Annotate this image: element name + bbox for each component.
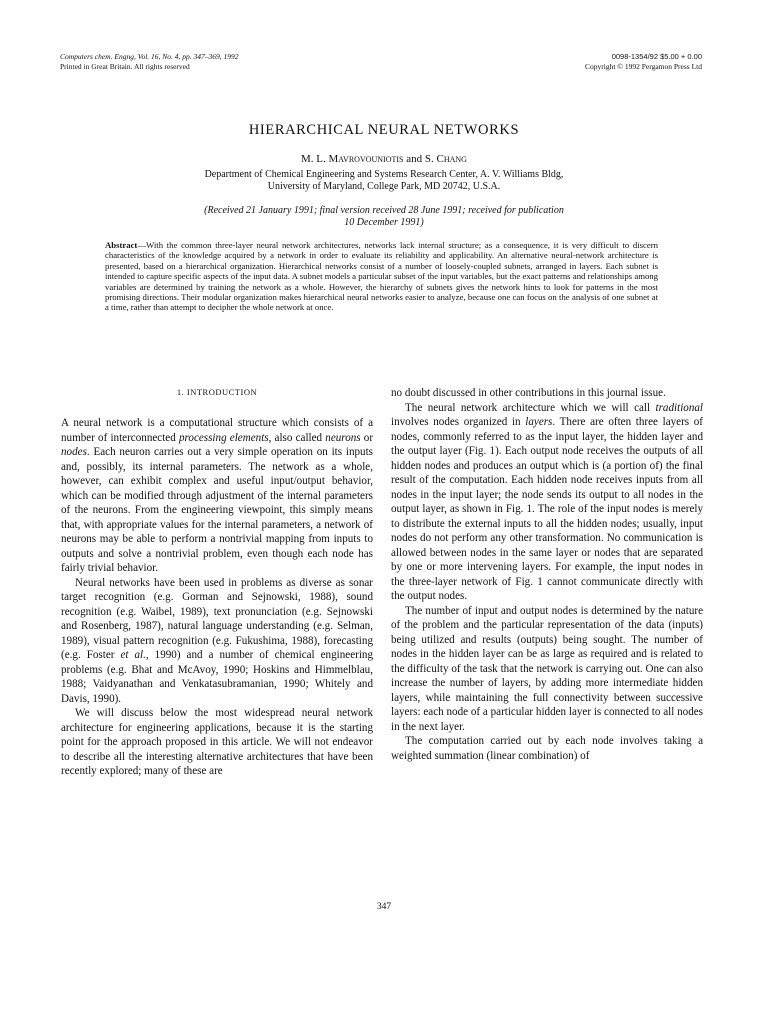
journal-citation: Computers chem. Engng, Vol. 16, No. 4, pp. 347–369, 1992 xyxy=(60,52,239,61)
text-run: , 1990) and a number of chemical engineering problems (e.g. Bhat and McAvoy, 1990; Hoskins and Himmelblau, 1988; Vaidyanathan and Venkatasubramanian, 1990; Whitely and Davis, 1990). xyxy=(61,649,374,705)
printed-notice: Printed in Great Britain. All rights reserved xyxy=(60,62,190,71)
author-line xyxy=(0,153,768,165)
left-column xyxy=(61,386,373,779)
issn-price-code: 0098-1354/92 $5.00 + 0.00 xyxy=(611,52,702,61)
italic-term: nodes xyxy=(61,446,87,458)
text-run: The neural network architecture which we will call xyxy=(405,401,656,414)
italic-term: processing elements xyxy=(178,431,269,444)
abstract xyxy=(105,240,658,313)
text-run: involves nodes organized in xyxy=(391,416,526,428)
author-1-initials: M. L. xyxy=(301,153,326,165)
copyright-notice: Copyright © 1992 Pergamon Press Ltd xyxy=(584,62,702,71)
author-2-surname: Chang xyxy=(436,153,467,165)
affiliation-line-1: Department of Chemical Engineering and Systems Research Center, A. V. Williams Bldg, xyxy=(204,169,564,180)
right-column xyxy=(391,386,703,763)
received-dates xyxy=(0,205,768,229)
text-run: , also called xyxy=(268,431,326,444)
italic-term: layers xyxy=(525,416,553,428)
paragraph: We will discuss below the most widespread neural network architecture for engineering applications, because it is the starting point for the approach proposed in this article. We will not endeavor to describe all the interesting alternative architectures that have been recently explored; many of these are xyxy=(61,707,373,777)
abstract-text: —With the common three-layer neural network architectures, networks lack internal structure; as a consequence, it is very difficult to discern characteristics of the knowledge acquired by a network in order to evaluate its reliability and applicability. An alternative neural-network architecture is presented, based on a hierarchical organization. Hierarchical networks consist of a number of loosely-coupled subnets, arranged in layers. Each subnet is intended to capture specific aspects of the input data. A subnet models a particular subset of the input variables, but the exact patterns and relationships among variables are determined by training the network as a whole. However, the hierarchy of subnets gives the network hints to look for patterns in the most promising directions. Their modular organization makes hierarchical neural networks easier to analyze, because one can focus on the analysis of one subnet at a time, rather than attempt to decipher the whole network at once. xyxy=(105,240,658,313)
paragraph xyxy=(61,416,373,576)
text-run: A neural network is a computational structure which consists of a number of interconnected xyxy=(61,417,373,444)
paper-title: HIERARCHICAL NEURAL NETWORKS xyxy=(248,122,520,138)
paragraph xyxy=(391,401,703,604)
section-heading: 1. INTRODUCTION xyxy=(176,387,258,397)
received-line-2: 10 December 1991) xyxy=(344,217,424,228)
received-line-1: (Received 21 January 1991; final version received 28 June 1991; received for publication xyxy=(204,205,564,216)
abstract-label: Abstract xyxy=(105,240,138,250)
page-number: 347 xyxy=(376,902,392,912)
text-run: . There are often three layers of nodes, commonly referred to as the input layer, the hidden layer and the output layer (Fig. 1). Each output node receives the outputs of all hidden nodes and produces an output which is (a portion of) the final result of the computation. Each hidden node receives inputs from all nodes in the input layer; the node sends its output to all nodes in the output layer, as shown in Fig. 1. The role of the input nodes is merely to distribute the external inputs to all the hidden nodes; usually, input nodes do not perform any other transformation. No communication is allowed between nodes in the same layer or nodes that are separated by one or more intervening layers. For example, the input nodes in the three-layer network of Fig. 1 cannot communicate directly with the output nodes. xyxy=(391,416,703,602)
paragraph xyxy=(61,576,373,707)
text-run: . Each neuron carries out a very simple operation on its inputs and, possibly, its internal parameters. The network as a whole, however, can exhibit complex and useful input/output behavior, which can be modified through adjustment of the internal parameters of the neurons. From the engineering viewpoint, this simply means that, with appropriate values for the internal parameters, a network of neurons may be able to perform a nontrivial mapping from inputs to outputs and solve a nontrivial problem, even though each node has fairly trivial behavior. xyxy=(61,446,373,574)
italic-term: neurons xyxy=(325,431,361,444)
affiliation-line-2: University of Maryland, College Park, MD 20742, U.S.A. xyxy=(267,181,501,192)
paragraph: The computation carried out by each node involves taking a weighted summation (linear combination) of xyxy=(391,735,703,762)
text-run: Neural networks have been used in problems as diverse as sonar target recognition (e.g. Gorman and Sejnowski, 1988), sound recognition (e.g. Waibel, 1989), text pronunciation (e.g. Sejnowski and Rosenberg, 1987), natural language understanding (e.g. Selman, 1989), visual pattern recognition (e.g. Fukushima, 1988), forecasting (e.g. Foster xyxy=(61,576,373,661)
italic-term: traditional xyxy=(655,401,703,414)
affiliation xyxy=(0,169,768,193)
author-1-surname: Mavrovouniotis xyxy=(328,153,404,165)
running-header-left xyxy=(60,52,239,72)
running-header-right xyxy=(585,52,702,72)
author-conjunction: and xyxy=(406,153,423,165)
text-run: or xyxy=(360,431,374,444)
paragraph: The number of input and output nodes is determined by the nature of the problem and the particular representation of the data (inputs) being utilized and results (outputs) being sought. The number of nodes in the hidden layer can be as large as required and is related to the difficulty of the task that the network is carrying out. One can also increase the number of layers, by adding more intermediate hidden layers, while maintaining the full connectivity between successive layers: each node of a particular hidden layer is connected to all nodes in the next layer. xyxy=(391,604,703,733)
author-2-initials: S. xyxy=(424,153,434,165)
paragraph: no doubt discussed in other contributions in this journal issue. xyxy=(391,387,666,399)
italic-term: et al. xyxy=(120,649,146,661)
